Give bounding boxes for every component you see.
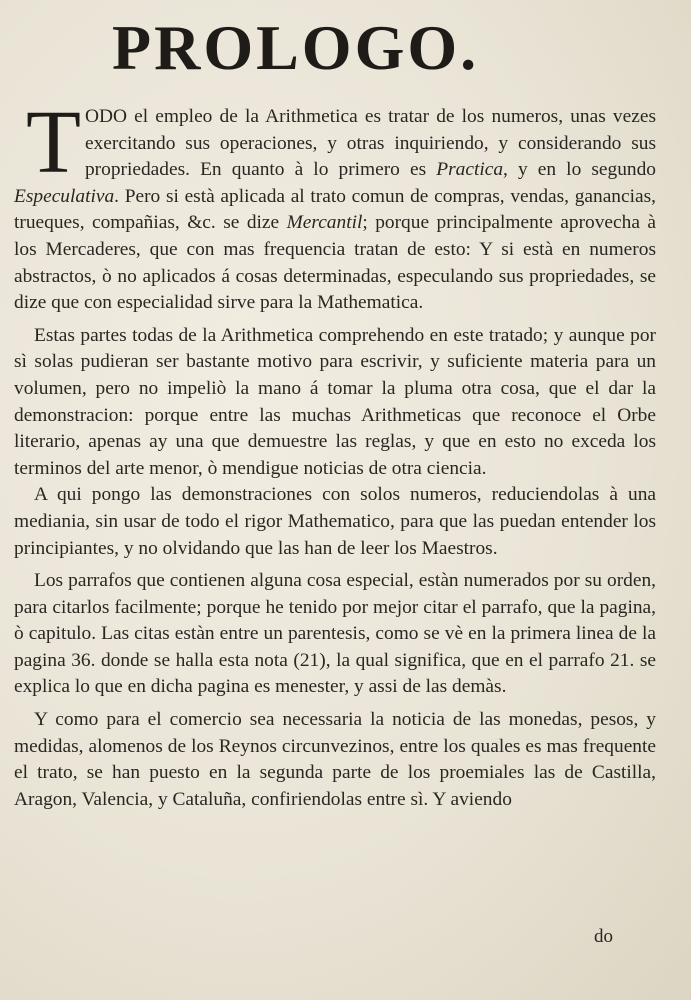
paragraph-text	[14, 484, 656, 558]
text-run: Y como para el comercio sea necessaria la noticia de las monedas, pesos, y medidas, alomenos de los Reynos circunvezinos, entre los quales es mas frequente el trato, se han puesto en la segunda parte de los proemiales las de Castilla, Aragon, Valencia, y Cataluña, confiriendolas entre sì. Y aviendo	[14, 709, 656, 810]
paragraph-text	[14, 709, 656, 810]
text-run: ODO el empleo de la Arithmetica es tratar de los numeros, unas vezes exercitando sus operaciones, y otras inquiriendo, y considerando sus propriedades. En quanto à lo primero es	[84, 106, 656, 181]
paragraph	[14, 482, 656, 562]
drop-cap: T	[26, 93, 81, 192]
italic-term: Especulativa	[14, 185, 115, 207]
page-title: PROLOGO.	[112, 12, 480, 83]
paragraph-text	[14, 570, 656, 697]
catchword: do	[594, 926, 613, 947]
paragraph	[14, 707, 656, 813]
paragraph	[14, 323, 656, 483]
italic-term: Practica	[436, 159, 504, 181]
text-run: . Pero si està aplicada al trato comun de compras, vendas, ganancias, trueques, compañias, &c. se dize	[14, 185, 656, 234]
paragraph	[14, 568, 656, 701]
text-run: Estas partes todas de la Arithmetica comprehendo en este tratado; y aunque por sì solas pudieran ser bastante motivo para escrivir, y suficiente materia para un volumen, pero no impeliò la mano á tomar la pluma otra cosa, que el dar la demonstracion: porque entre las muchas Arithmeticas que reconoce el Orbe literario, apenas ay una que demuestre las reglas, y que en esto no exceda los terminos del arte menor, ò mendigue noticias de otra ciencia.	[14, 324, 656, 479]
italic-term: Mercantil	[286, 212, 363, 234]
text-run: ; porque principalmente aprovecha à los Mercaderes, que con mas frequencia tratan de esto: Y si està en numeros abstractos, ò no aplicados á cosas determinadas, especulando sus propriedades, se dize que con especialidad sirve para la Mathematica.	[14, 212, 657, 314]
paragraph	[14, 93, 657, 317]
prologue-text	[14, 93, 657, 813]
text-run: , y en lo segundo	[503, 159, 657, 181]
text-run: A qui pongo las demonstraciones con solos numeros, reduciendolas à una mediania, sin usar de todo el rigor Mathematico, para que las puedan entender los principiantes, y no olvidando que las han de leer los Maestros.	[14, 484, 656, 559]
paragraph-text	[14, 93, 657, 314]
paragraph-text	[14, 325, 656, 479]
text-run: Los parrafos que contienen alguna cosa especial, estàn numerados por su orden, para citarlos facilmente; porque he tenido por mejor citar el parrafo, que la pagina, ò capitulo. Las citas estàn entre un parentesis, como se vè en la primera linea de la pagina 36. donde se halla esta nota (21), la qual significa, que en el parrafo 21. se explica lo que en dicha pagina es menester, y assi de las demàs.	[14, 570, 656, 698]
